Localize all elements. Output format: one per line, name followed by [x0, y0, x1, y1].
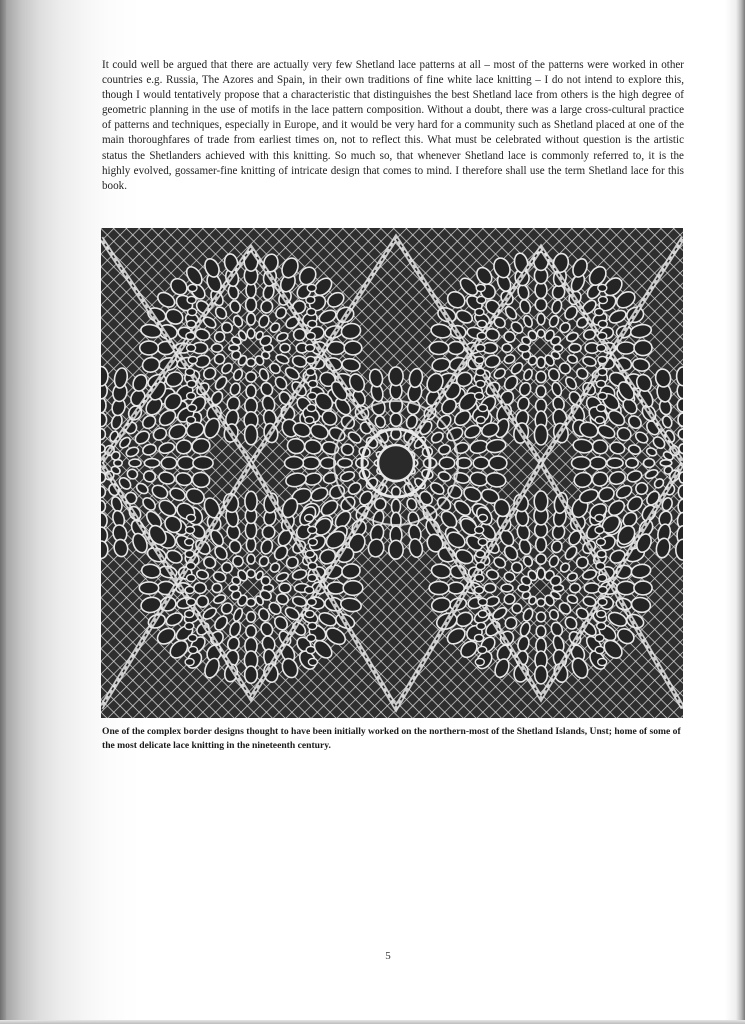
- figure-caption: One of the complex border designs thought to have been initially worked on the northern-most of the Shetland Islands, Unst; home of some of the most delicate lace knitting in the nineteenth century.: [102, 726, 681, 751]
- lace-pattern-image: [101, 228, 683, 718]
- page-bottom-edge: [0, 1020, 745, 1024]
- body-paragraph: It could well be argued that there are actually very few Shetland lace patterns at all – most of the patterns were worked in other countries e.g. Russia, The Azores and Spain, in their own traditions of fine white lace knitting – I do not intend to explore this, though I would tentatively propose that a characteristic that distinguishes the best Shetland lace from others is the high degree of geometric planning in the use of motifs in the lace pattern composition. Without a doubt, there was a large cross-cultural practice of patterns and techniques, especially in Europe, and it would be very hard for a community such as Shetland placed at one of the main thoroughfares of trade from earliest times on, not to reflect this. What must be celebrated without question is the artistic status the Shetlanders achieved with this knitting. So much so, that whenever Shetland lace is commonly referred to, it is the highly evolved, gossamer-fine knitting of intricate design that comes to mind. I therefore shall use the term Shetland lace for this book.: [102, 59, 684, 192]
- lace-photograph: [101, 228, 683, 718]
- page-number: 5: [385, 950, 391, 962]
- book-spine-shadow: [0, 0, 6, 1024]
